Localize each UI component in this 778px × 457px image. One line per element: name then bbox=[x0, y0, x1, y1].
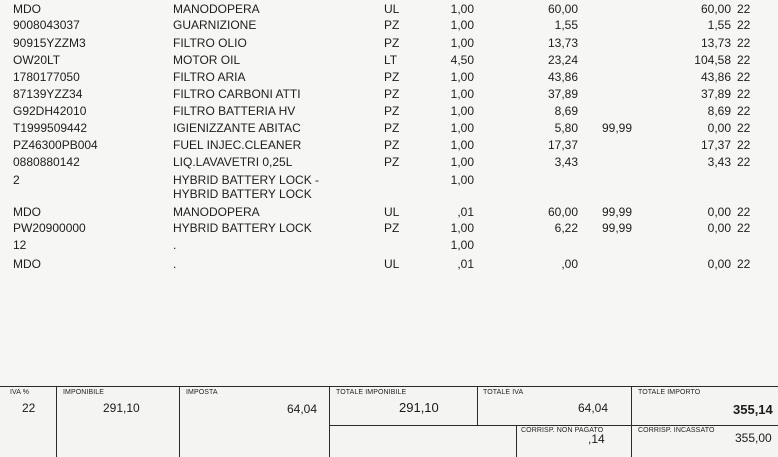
discount-percent: 99,99 bbox=[602, 221, 633, 235]
line-total: 0,00 bbox=[707, 221, 731, 235]
quantity: 1,00 bbox=[450, 121, 474, 135]
item-code: 0880880142 bbox=[13, 155, 80, 169]
item-code: 9008043037 bbox=[13, 18, 80, 32]
invoice-line-row bbox=[0, 69, 778, 86]
item-description: MANODOPERA bbox=[173, 205, 260, 219]
divider bbox=[56, 386, 57, 457]
unit-of-measure: PZ bbox=[384, 221, 400, 235]
corrisp-incassato-value: 355,00 bbox=[735, 431, 772, 445]
item-description: HYBRID BATTERY LOCK - bbox=[173, 173, 320, 187]
invoice-line-row bbox=[0, 103, 778, 120]
item-description: FUEL INJEC.CLEANER bbox=[173, 138, 302, 152]
item-description: MOTOR OIL bbox=[173, 53, 241, 67]
invoice-line-row bbox=[0, 154, 778, 171]
quantity: 1,00 bbox=[450, 18, 474, 32]
footer-top-border bbox=[0, 386, 778, 387]
invoice-line-row bbox=[0, 220, 778, 237]
item-description: . bbox=[173, 257, 177, 271]
quantity: 1,00 bbox=[450, 155, 474, 169]
divider bbox=[477, 386, 478, 425]
imponibile-label: IMPONIBILE bbox=[63, 389, 105, 396]
totale-importo-value: 355,14 bbox=[733, 402, 773, 417]
unit-of-measure: LT bbox=[384, 53, 398, 67]
item-code: 90915YZZM3 bbox=[13, 36, 86, 50]
invoice-line-row bbox=[0, 204, 778, 221]
line-total: 0,00 bbox=[707, 205, 731, 219]
vat-rate: 22 bbox=[737, 53, 751, 67]
unit-price: 60,00 bbox=[547, 2, 578, 16]
unit-price: ,00 bbox=[561, 257, 578, 271]
line-total: 0,00 bbox=[707, 121, 731, 135]
unit-price: 43,86 bbox=[547, 70, 578, 84]
imposta-label: IMPOSTA bbox=[186, 389, 218, 396]
invoice-line-row bbox=[0, 35, 778, 52]
unit-price: 23,24 bbox=[547, 53, 578, 67]
totale-iva-label: TOTALE IVA bbox=[483, 389, 524, 396]
imponibile-value: 291,10 bbox=[103, 401, 140, 415]
line-total: 104,58 bbox=[694, 53, 731, 67]
vat-rate: 22 bbox=[737, 36, 751, 50]
quantity: 1,00 bbox=[450, 104, 474, 118]
invoice-line-row bbox=[0, 1, 778, 18]
unit-of-measure: PZ bbox=[384, 18, 400, 32]
invoice-line-row bbox=[0, 137, 778, 154]
imposta-value: 64,04 bbox=[287, 402, 318, 416]
line-total: 1,55 bbox=[707, 18, 731, 32]
item-description: FILTRO ARIA bbox=[173, 70, 246, 84]
invoice-line-row bbox=[0, 120, 778, 137]
unit-of-measure: PZ bbox=[384, 104, 400, 118]
item-code: 1780177050 bbox=[13, 70, 80, 84]
item-description: HYBRID BATTERY LOCK bbox=[173, 221, 312, 235]
line-total: 13,73 bbox=[700, 36, 731, 50]
item-code: MDO bbox=[13, 257, 41, 271]
item-description: HYBRID BATTERY LOCK bbox=[173, 187, 312, 201]
item-description: GUARNIZIONE bbox=[173, 18, 257, 32]
quantity: 1,00 bbox=[450, 2, 474, 16]
invoice-line-row bbox=[0, 17, 778, 34]
quantity: 1,00 bbox=[450, 238, 474, 252]
vat-rate: 22 bbox=[737, 155, 751, 169]
quantity: 1,00 bbox=[450, 36, 474, 50]
vat-rate: 22 bbox=[737, 221, 751, 235]
unit-of-measure: UL bbox=[384, 257, 400, 271]
unit-of-measure: PZ bbox=[384, 70, 400, 84]
unit-of-measure: UL bbox=[384, 2, 400, 16]
corrisp-non-pagato-label: CORRISP. NON PAGATO bbox=[521, 427, 604, 434]
unit-price: 6,22 bbox=[554, 221, 578, 235]
quantity: 1,00 bbox=[450, 138, 474, 152]
item-code: PZ46300PB004 bbox=[13, 138, 98, 152]
unit-of-measure: UL bbox=[384, 205, 400, 219]
invoice-line-row bbox=[0, 237, 778, 254]
line-total: 3,43 bbox=[707, 155, 731, 169]
divider bbox=[631, 386, 632, 457]
discount-percent: 99,99 bbox=[602, 205, 633, 219]
line-total: 43,86 bbox=[700, 70, 731, 84]
unit-price: 3,43 bbox=[554, 155, 578, 169]
item-description: FILTRO BATTERIA HV bbox=[173, 104, 296, 118]
iva-pct-label: IVA % bbox=[10, 389, 30, 396]
vat-rate: 22 bbox=[737, 2, 751, 16]
item-description: . bbox=[173, 238, 177, 252]
item-code: MDO bbox=[13, 2, 41, 16]
totale-imponibile-label: TOTALE IMPONIBILE bbox=[336, 389, 407, 396]
unit-price: 17,37 bbox=[547, 138, 578, 152]
unit-of-measure: PZ bbox=[384, 36, 400, 50]
totale-iva-value: 64,04 bbox=[578, 401, 609, 415]
discount-percent: 99,99 bbox=[602, 121, 633, 135]
unit-price: 60,00 bbox=[547, 205, 578, 219]
quantity: 1,00 bbox=[450, 173, 474, 187]
invoice-line-row bbox=[0, 86, 778, 103]
unit-of-measure: PZ bbox=[384, 155, 400, 169]
unit-of-measure: PZ bbox=[384, 121, 400, 135]
totals-footer bbox=[0, 384, 778, 457]
iva-pct-value: 22 bbox=[22, 401, 36, 415]
divider bbox=[179, 386, 180, 457]
quantity: ,01 bbox=[457, 205, 474, 219]
unit-price: 13,73 bbox=[547, 36, 578, 50]
item-description: MANODOPERA bbox=[173, 2, 260, 16]
quantity: 1,00 bbox=[450, 70, 474, 84]
quantity: 1,00 bbox=[450, 221, 474, 235]
item-code: MDO bbox=[13, 205, 41, 219]
vat-rate: 22 bbox=[737, 121, 751, 135]
vat-rate: 22 bbox=[737, 257, 751, 271]
unit-price: 37,89 bbox=[547, 87, 578, 101]
item-description: IGIENIZZANTE ABITAC bbox=[173, 121, 301, 135]
quantity: 4,50 bbox=[450, 53, 474, 67]
vat-rate: 22 bbox=[737, 138, 751, 152]
unit-price: 8,69 bbox=[554, 104, 578, 118]
totale-importo-label: TOTALE IMPORTO bbox=[638, 389, 701, 396]
footer-middle-border bbox=[329, 425, 778, 426]
line-total: 8,69 bbox=[707, 104, 731, 118]
item-code: 2 bbox=[13, 173, 20, 187]
vat-rate: 22 bbox=[737, 70, 751, 84]
quantity: ,01 bbox=[457, 257, 474, 271]
vat-rate: 22 bbox=[737, 18, 751, 32]
vat-rate: 22 bbox=[737, 205, 751, 219]
invoice-line-row bbox=[0, 52, 778, 69]
divider bbox=[329, 386, 330, 457]
line-total: 60,00 bbox=[700, 2, 731, 16]
item-code: G92DH42010 bbox=[13, 104, 87, 118]
line-total: 0,00 bbox=[707, 257, 731, 271]
invoice-line-row bbox=[0, 186, 778, 203]
item-description: FILTRO OLIO bbox=[173, 36, 247, 50]
divider bbox=[516, 425, 517, 457]
item-code: 12 bbox=[13, 238, 27, 252]
corrisp-incassato-label: CORRISP. INCASSATO bbox=[638, 427, 715, 434]
item-code: 87139YZZ34 bbox=[13, 87, 83, 101]
vat-rate: 22 bbox=[737, 87, 751, 101]
item-code: T1999509442 bbox=[13, 121, 88, 135]
totale-imponibile-value: 291,10 bbox=[399, 400, 439, 415]
item-code: PW20900000 bbox=[13, 221, 86, 235]
unit-of-measure: PZ bbox=[384, 138, 400, 152]
unit-of-measure: PZ bbox=[384, 87, 400, 101]
invoice-line-row bbox=[0, 256, 778, 273]
line-total: 17,37 bbox=[700, 138, 731, 152]
item-code: OW20LT bbox=[13, 53, 61, 67]
quantity: 1,00 bbox=[450, 87, 474, 101]
item-description: LIQ.LAVAVETRI 0,25L bbox=[173, 155, 293, 169]
unit-price: 1,55 bbox=[554, 18, 578, 32]
corrisp-non-pagato-value: ,14 bbox=[588, 432, 605, 446]
line-total: 37,89 bbox=[700, 87, 731, 101]
item-description: FILTRO CARBONI ATTI bbox=[173, 87, 301, 101]
unit-price: 5,80 bbox=[554, 121, 578, 135]
vat-rate: 22 bbox=[737, 104, 751, 118]
